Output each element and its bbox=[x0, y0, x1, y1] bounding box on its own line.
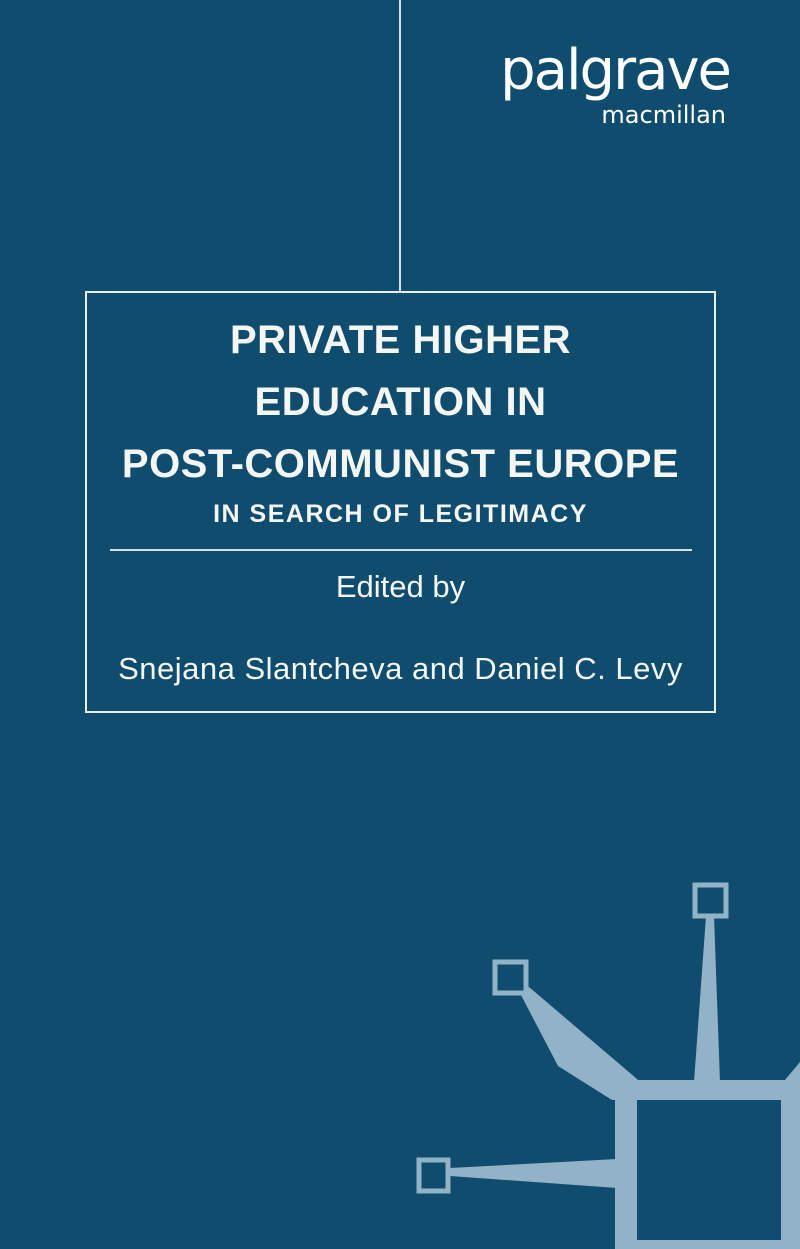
hub-right-bar bbox=[781, 1100, 800, 1249]
publisher-imprint: macmillan bbox=[601, 101, 726, 129]
hub-left-bar bbox=[615, 1080, 637, 1249]
publisher-name: palgrave bbox=[500, 38, 730, 103]
title-line-3: POST-COMMUNIST EUROPE bbox=[121, 442, 680, 486]
editors-names: Snejana Slantcheva and Daniel C. Levy bbox=[118, 651, 683, 686]
title-line-1: PRIVATE HIGHER bbox=[229, 318, 572, 362]
middle-node-square bbox=[495, 962, 526, 993]
connector-line bbox=[399, 0, 401, 291]
publisher-logo bbox=[500, 40, 730, 128]
hub-bottom-bar bbox=[637, 1240, 781, 1249]
title-line-2: EDUCATION IN bbox=[254, 380, 547, 424]
band-from-left-node bbox=[450, 1159, 617, 1188]
hub-top-bar bbox=[615, 1062, 800, 1100]
band-from-middle-node bbox=[521, 987, 644, 1100]
book-subtitle: IN SEARCH OF LEGITIMACY bbox=[213, 500, 588, 528]
left-node-square bbox=[419, 1160, 448, 1191]
title-box bbox=[85, 291, 716, 713]
book-title bbox=[87, 309, 714, 495]
divider-rule bbox=[110, 549, 692, 551]
edited-by-label: Edited by bbox=[335, 569, 466, 604]
band-from-top-node bbox=[694, 916, 720, 1082]
top-node-square bbox=[695, 885, 726, 916]
